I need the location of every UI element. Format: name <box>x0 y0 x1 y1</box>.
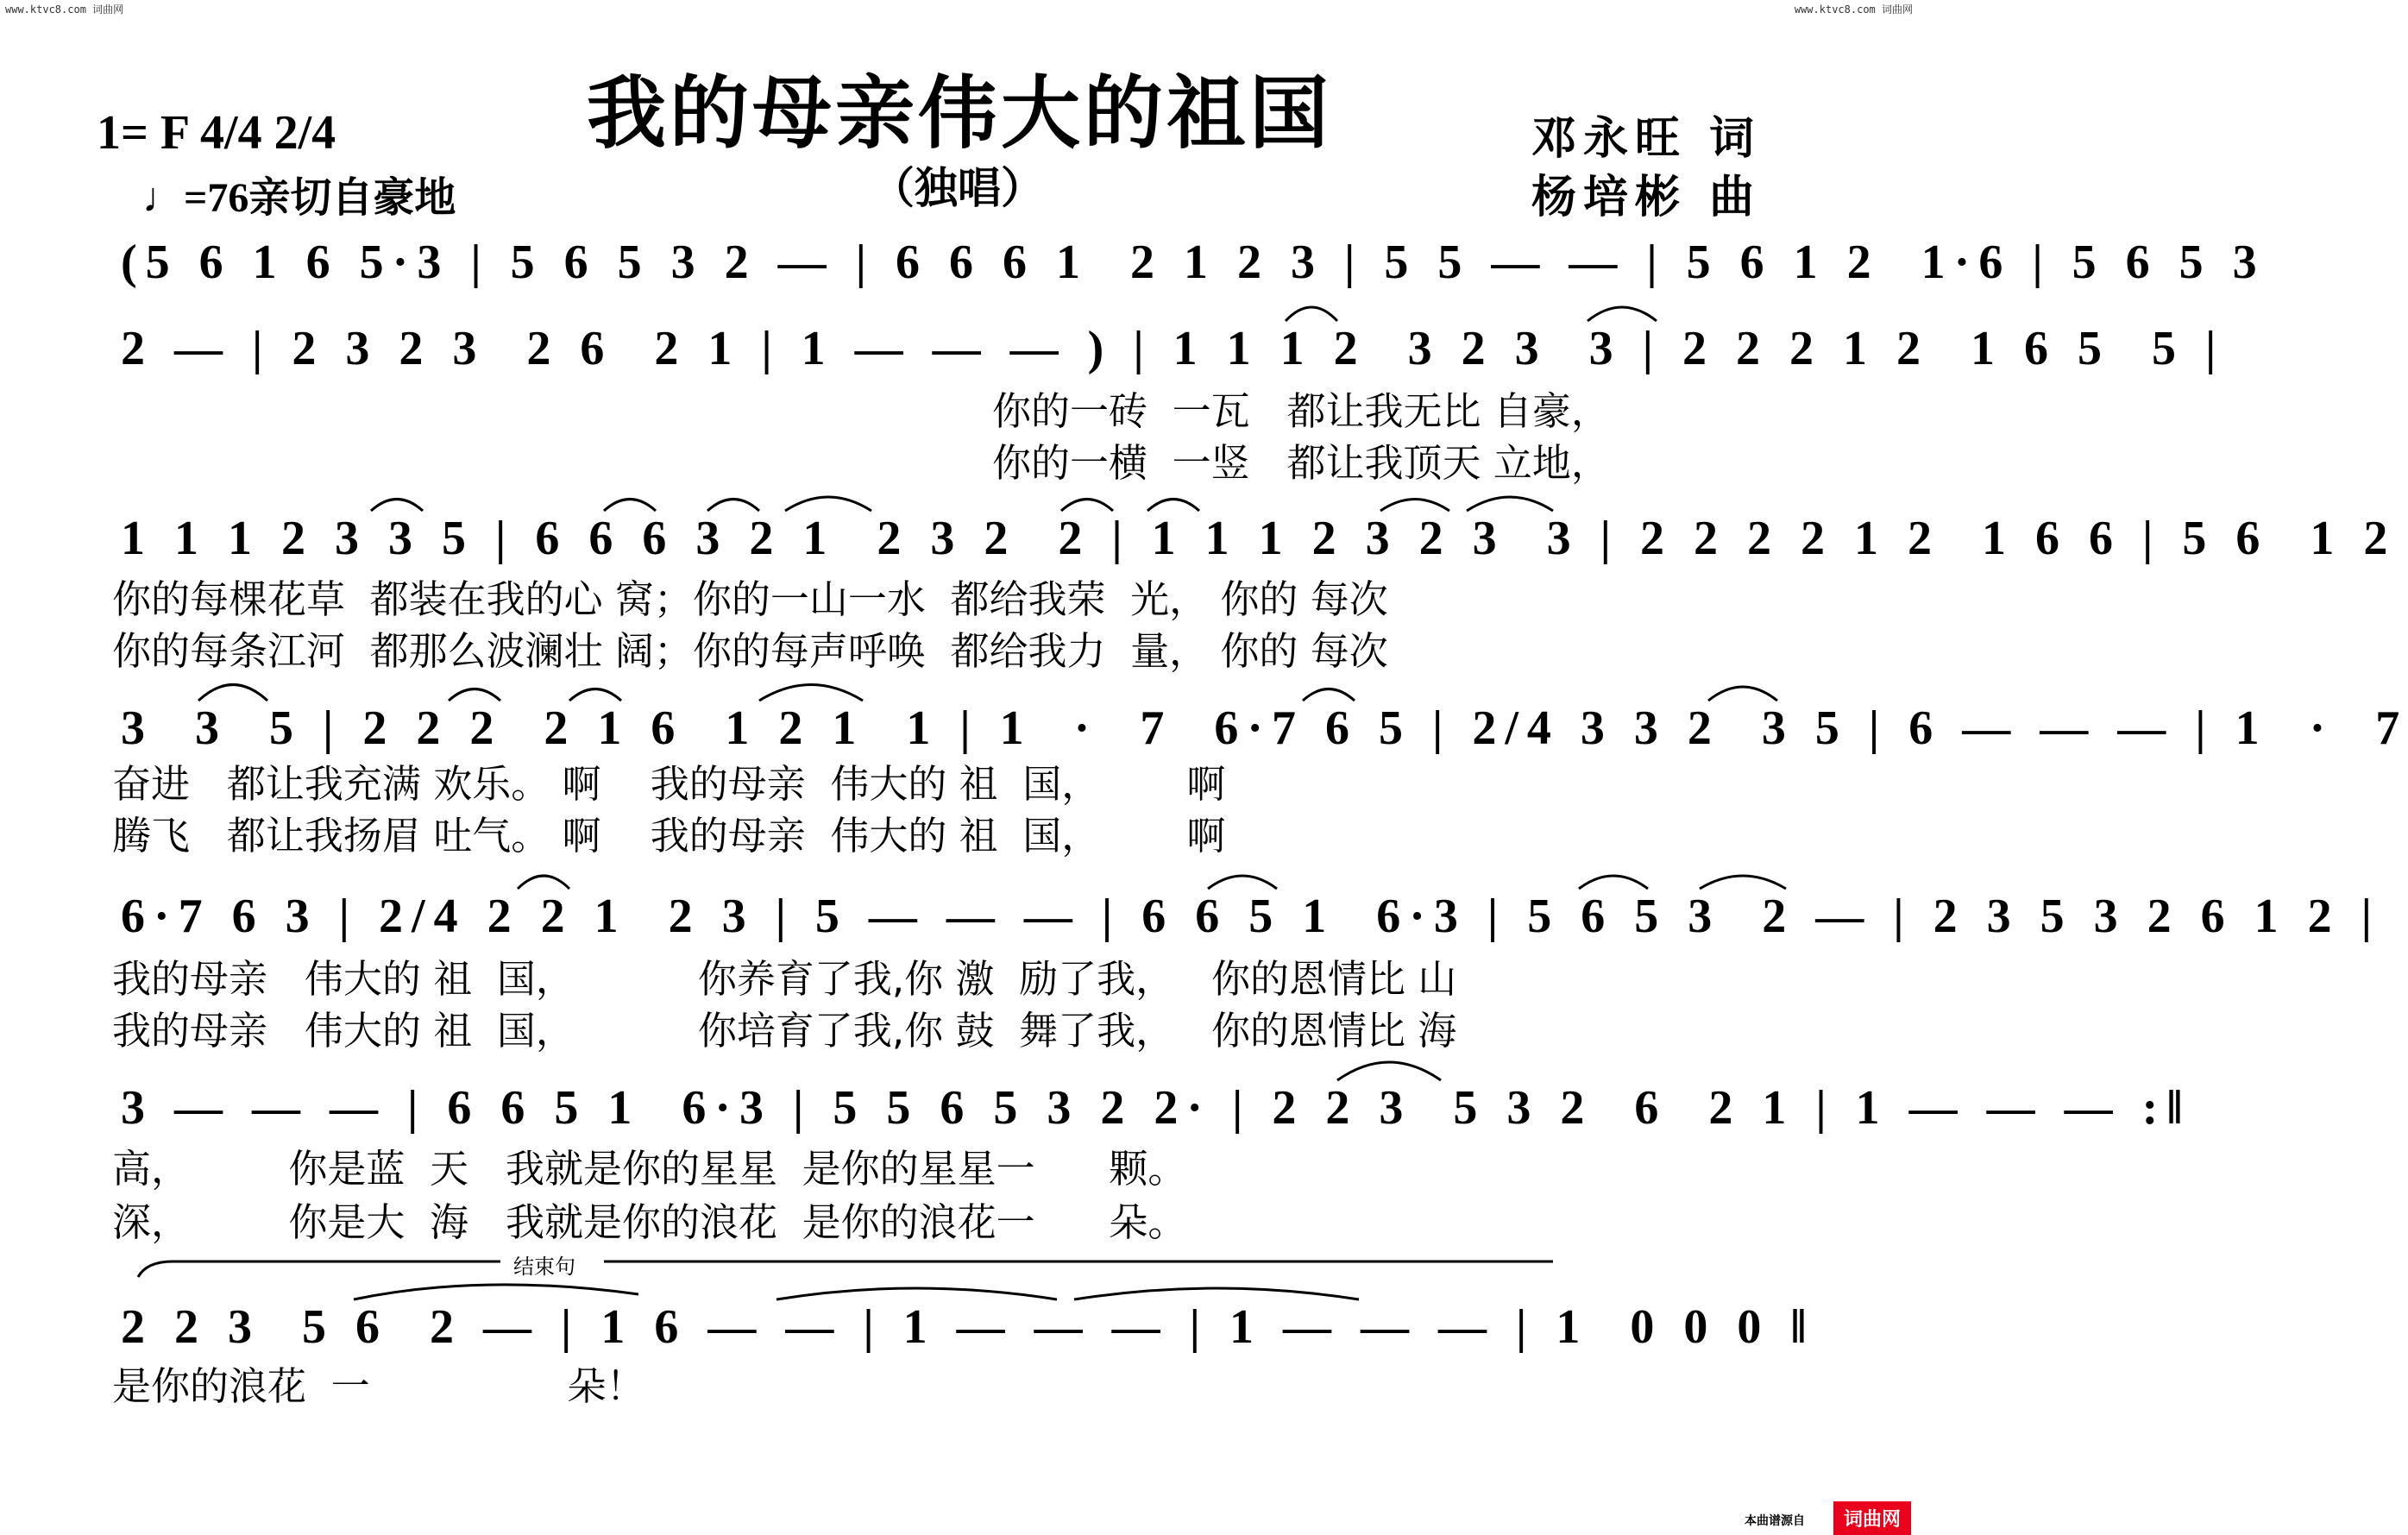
footer-source-text: 本曲谱源自 <box>1745 1514 1805 1528</box>
composer-credit: 杨培彬 曲 <box>1531 171 1762 223</box>
slur-mark <box>1208 876 1277 889</box>
lyric-line-7: 是你的浪花 一 朵！ <box>112 1363 645 1409</box>
score-line-6: 3 — — — | 6 6 5 1 6·3 | 5 5 6 5 3 2 2· | 2 2 3 5 3 2 6 2 1 | 1 — — — :‖ <box>121 1081 2191 1135</box>
slur-mark <box>1337 1062 1441 1080</box>
lyric-line-4-verse-2: 腾飞 都让我扬眉 吐气。 啊 我的母亲 伟大的 祖 国， 啊 <box>112 813 1226 859</box>
slur-mark <box>1579 876 1648 889</box>
footer-site-badge[interactable]: 词曲网 <box>1833 1501 1911 1535</box>
slur-mark <box>449 689 500 701</box>
coda-bracket <box>138 1261 500 1277</box>
slur-mark <box>1708 687 1777 701</box>
score-line-4: 3 3 5 | 2 2 2 2 1 6 1 2 1 1 | 1 · 7 6·7 6 5 | 2/4 3 3 2 3 5 | 6 — — — | 1 · 7 <box>121 701 2408 755</box>
slur-mark <box>1147 500 1199 512</box>
coda-label: 结束句 <box>513 1255 575 1279</box>
slur-mark <box>198 685 267 701</box>
lyricist-credit: 邓永旺 词 <box>1531 112 1762 165</box>
score-line-2: 2 — | 2 3 2 3 2 6 2 1 | 1 — — — ) | 1 1 1 2 3 2 3 3 | 2 2 2 1 2 1 6 5 5 | <box>121 322 2225 375</box>
slur-mark <box>1380 500 1449 512</box>
slur-mark <box>1700 876 1786 889</box>
lyric-line-5-verse-1: 我的母亲 伟大的 祖 国， 你养育了我,你 激 励了我， 你的恩情比 山 <box>112 956 1457 1002</box>
lyric-line-6-verse-1: 高， 你是蓝 天 我就是你的星星 是你的星星一 颗。 <box>112 1146 1187 1192</box>
slur-mark <box>1467 497 1553 511</box>
lyric-line-6-verse-2: 深， 你是大 海 我就是你的浪花 是你的浪花一 朵。 <box>112 1199 1187 1245</box>
slur-mark <box>1061 500 1113 512</box>
key-signature: 1= F 4/4 2/4 <box>97 106 336 160</box>
score-line-7: 2 2 3 5 6 2 — | 1 6 — — | 1 — — — | 1 — — — | 1 0 0 0 ‖ <box>121 1300 1815 1354</box>
slur-mark <box>1303 689 1355 701</box>
slur-mark <box>759 685 863 701</box>
song-subtitle: （独唱） <box>871 162 1044 213</box>
lyric-line-3-verse-2: 你的每条江河 都那么波澜壮 阔；你的每声呼唤 都给我力 量， 你的 每次 <box>112 628 1388 674</box>
score-line-3: 1 1 1 2 3 3 5 | 6 6 6 3 2 1 2 3 2 2 | 1 1 1 2 3 2 3 3 | 2 2 2 2 1 2 1 6 6 | 5 6 1 2 <box>121 512 2397 565</box>
score-line-5: 6·7 6 3 | 2/4 2 2 1 2 3 | 5 — — — | 6 6 5 1 6·3 | 5 6 5 3 2 — | 2 3 5 3 2 6 1 2 | <box>121 890 2380 943</box>
tie-mark <box>1074 1288 1359 1299</box>
lyric-line-2-verse-2: 你的一横 一竖 都让我顶天 立地， <box>992 440 1610 486</box>
lyric-line-2-verse-1: 你的一砖 一瓦 都让我无比 自豪， <box>992 388 1610 434</box>
tie-mark <box>354 1285 638 1299</box>
song-title: 我的母亲伟大的祖国 <box>587 66 1333 160</box>
slur-mark <box>518 876 569 889</box>
slur-mark <box>1286 307 1337 321</box>
slur-mark <box>1588 307 1657 321</box>
tie-mark <box>776 1288 1057 1299</box>
slur-mark <box>569 689 621 701</box>
slur-mark <box>604 500 656 512</box>
lyric-line-4-verse-1: 奋进 都让我充满 欢乐。 啊 我的母亲 伟大的 祖 国， 啊 <box>112 761 1226 807</box>
lyric-line-5-verse-2: 我的母亲 伟大的 祖 国， 你培育了我,你 鼓 舞了我， 你的恩情比 海 <box>112 1008 1457 1054</box>
slur-mark <box>707 500 759 512</box>
score-line-1: (5 6 1 6 5·3 | 5 6 5 3 2 — | 6 6 6 1 2 1 2 3 | 5 5 — — | 5 6 1 2 1·6 | 5 6 5 3 <box>121 236 2266 289</box>
tempo-marking: ♩=76亲切自豪地 <box>142 175 456 221</box>
slur-mark <box>371 500 423 512</box>
watermark-right: www.ktvc8.com 词曲网 <box>1794 3 1913 16</box>
watermark-left: www.ktvc8.com 词曲网 <box>5 3 124 16</box>
lyric-line-3-verse-1: 你的每棵花草 都装在我的心 窝；你的一山一水 都给我荣 光， 你的 每次 <box>112 576 1388 622</box>
slur-mark <box>785 497 871 511</box>
